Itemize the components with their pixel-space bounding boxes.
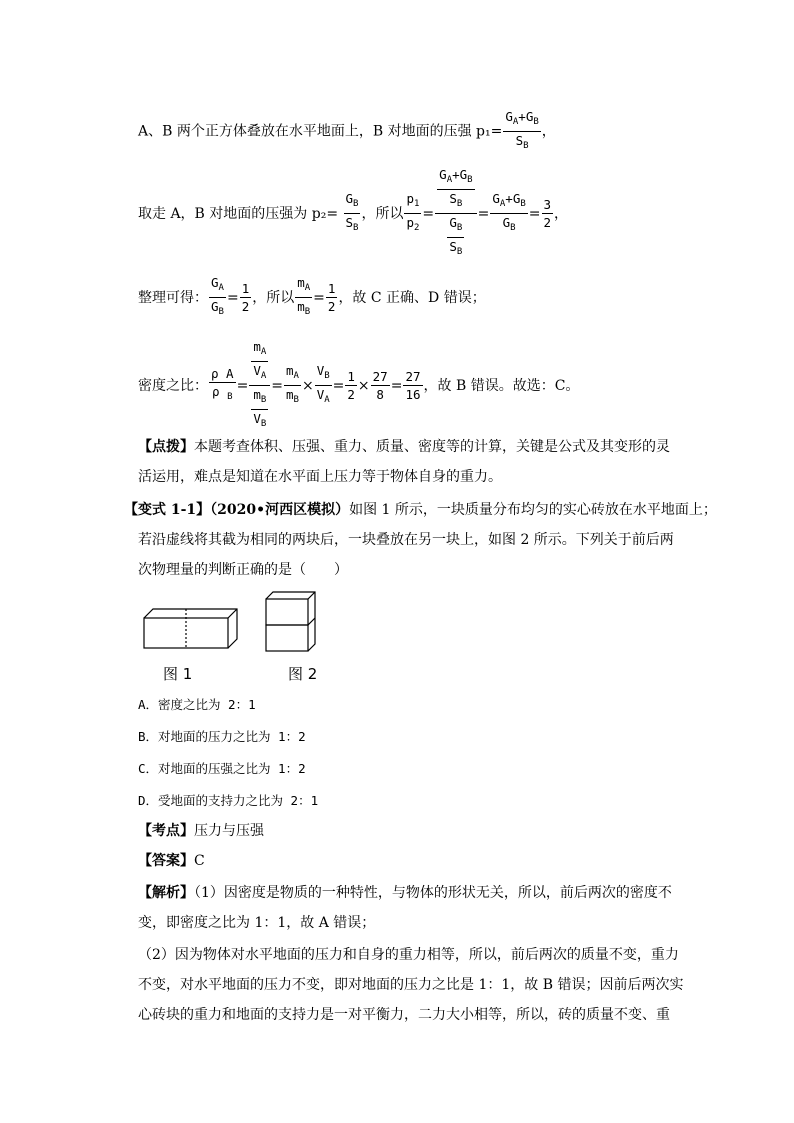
solution-line-4: 密度之比： $\frac{\text{ρ A}}{\rho _B}$ = $\frac{\frac{m_A}{V_A}}{\frac{m_B}{V_B}}$ = $\frac{m_A}{m_B}$ × $\frac{V_B}{V_A}$ = $\frac{1}{2}$ × $\frac{27}{8}$ = $\frac{27}{16}$ ，故 B 错误。故选：C。 — [138, 338, 579, 433]
fraction-p1-p2: $\frac{p_1}{p_2}$ — [406, 191, 420, 233]
fraction-gb-sb: $\frac{G_B}{S_B}$ — [345, 191, 359, 233]
variant-text-1: 如图 1 所示，一块质量分布均匀的实心砖放在水平地面上； — [349, 502, 717, 518]
fraction-rho: $\frac{\text{ρ A}}{\rho _B}$ — [211, 366, 234, 402]
tip-text-2: 活运用，难点是知道在水平面上压力等于物体自身的重力。 — [138, 469, 502, 485]
fraction-half-3: $\frac{1}{2}$ — [347, 369, 355, 402]
variant-label: 【变式 1-1】 — [124, 502, 211, 518]
kaodian-label: 【考点】 — [138, 823, 194, 839]
tip-label: 【点拨】 — [138, 439, 194, 455]
fraction-three-halves: $\frac{3}{2}$ — [543, 197, 552, 230]
figure1-brick — [144, 609, 237, 648]
fraction-ma-mb-2: $\frac{m_A}{m_B}$ — [286, 363, 299, 405]
option-b: B．对地面的压力之比为 1：2 — [138, 729, 306, 744]
variant-line-2 — [138, 530, 674, 550]
solution-line-1: A、B 两个正方体叠放在水平地面上，B 对地面的压强 p₁= $\frac{G_A+G_B}{S_B}$ ， — [138, 108, 556, 155]
option-a: A．密度之比为 2：1 — [138, 697, 256, 712]
fraction-compound: $\frac{\frac{G_A+G_B}{S_B}}{\frac{G_B}{S_B}}$ — [435, 166, 476, 261]
analysis-line-2: 变，即密度之比为 1：1，故 A 错误； — [138, 915, 376, 931]
answer-text: C — [194, 853, 205, 869]
variant-text-3: 次物理量的判断正确的是（ ） — [138, 562, 348, 578]
analysis-text-1: （1）因密度是物质的一种特性，与物体的形状无关，所以，前后两次的密度不 — [194, 885, 672, 901]
tip-text-1: 本题考查体积、压强、重力、质量、密度等的计算，关键是公式及其变形的灵 — [194, 439, 670, 455]
kaodian-line — [138, 821, 264, 841]
analysis-line-4: 不变，对水平地面的压力不变，即对地面的压力之比是 1：1，故 B 错误；因前后两次实 — [138, 977, 684, 993]
variant-source: （2020•河西区模拟） — [210, 502, 350, 518]
fraction-ga-gb: $\frac{G_A}{G_B}$ — [211, 275, 224, 317]
figure1-label: 图 1 — [163, 665, 193, 683]
fraction-half-1: $\frac{1}{2}$ — [241, 281, 250, 314]
line2-pre: 取走 A，B 对地面的压强为 p₂= — [138, 205, 339, 222]
fraction-density-compound: $\frac{\frac{m_A}{V_A}}{\frac{m_B}{V_B}}$ — [249, 338, 270, 433]
variant-line-1 — [124, 500, 717, 520]
variant-line-3 — [138, 560, 348, 580]
kaodian-text: 压力与压强 — [194, 823, 264, 839]
figure2-stacked-bricks — [266, 592, 315, 651]
tip-line-1 — [138, 437, 670, 457]
fraction-half-2: $\frac{1}{2}$ — [327, 281, 336, 314]
line1-text: A、B 两个正方体叠放在水平地面上，B 对地面的压强 p₁= — [138, 123, 503, 140]
analysis-label: 【解析】 — [138, 885, 194, 901]
answer-line — [138, 851, 205, 871]
analysis-line-5: 心砖块的重力和地面的支持力是一对平衡力，二力大小相等，所以，砖的质量不变、重 — [138, 1007, 670, 1023]
figure2-label: 图 2 — [288, 665, 318, 683]
figure-bricks — [138, 588, 338, 658]
fraction-ma-mb: $\frac{m_A}{m_B}$ — [297, 275, 311, 317]
solution-line-2: 取走 A，B 对地面的压强为 p₂= $\frac{G_B}{S_B}$ ，所以 $\frac{p_1}{p_2}$ = $\frac{\frac{G_A+G_B}{S_B}}{\frac{G_B}{S_B}}$ = $\frac{G_A+G_B}{G_B}$ = $\frac{3}{2}$ ， — [138, 166, 568, 261]
option-d: D．受地面的支持力之比为 2：1 — [138, 793, 319, 808]
fraction-vb-va: $\frac{V_B}{V_A}$ — [316, 363, 330, 405]
variant-text-2: 若沿虚线将其截为相同的两块后，一块叠放在另一块上，如图 2 所示。下列关于前后两 — [138, 532, 674, 548]
option-c: C．对地面的压强之比为 1：2 — [138, 761, 306, 776]
analysis-line-3: （2）因为物体对水平地面的压力和自身的重力相等，所以，前后两次的质量不变，重力 — [138, 947, 679, 963]
fraction-ga-gb-over-gb: $\frac{G_A+G_B}{G_B}$ — [492, 191, 526, 233]
analysis-line-1 — [138, 883, 672, 903]
fraction-27-16: $\frac{27}{16}$ — [405, 369, 421, 402]
answer-label: 【答案】 — [138, 853, 194, 869]
fraction-p1: $\frac{G_A+G_B}{S_B}$ — [505, 109, 539, 151]
solution-line-3: 整理可得： $\frac{G_A}{G_B}$ = $\frac{1}{2}$ ，所以 $\frac{m_A}{m_B}$ = $\frac{1}{2}$ ，故 C 正确、D 错误； — [138, 274, 486, 321]
tip-line-2 — [138, 467, 502, 487]
fraction-27-8: $\frac{27}{8}$ — [372, 369, 388, 402]
